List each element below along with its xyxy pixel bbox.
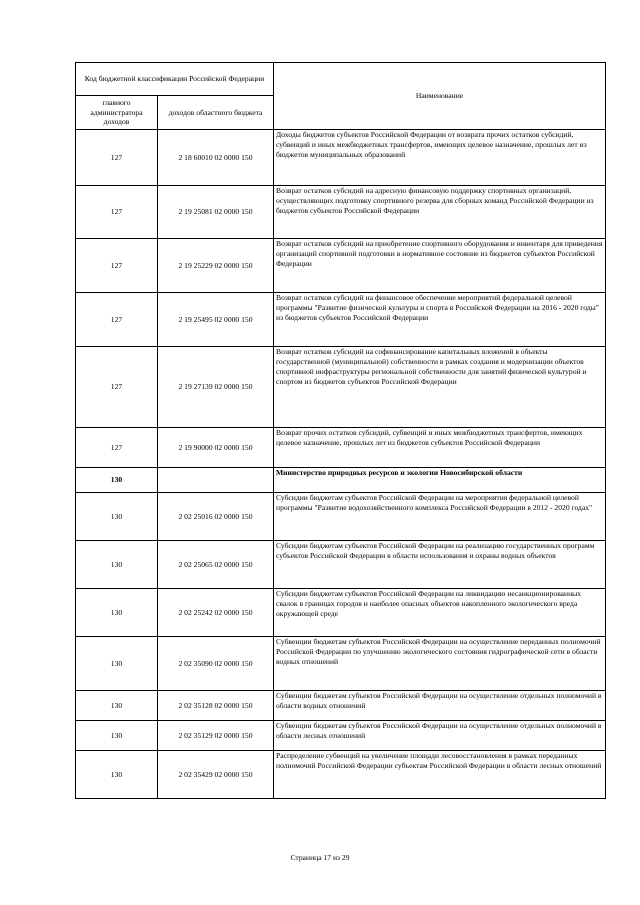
- table-row: [76, 691, 606, 721]
- table-row: [76, 468, 606, 493]
- admin-cell: 127: [76, 239, 158, 293]
- code-cell: 2 19 25495 02 0000 150: [158, 293, 274, 347]
- admin-cell: 130: [76, 721, 158, 751]
- name-cell: Возврат остатков субсидий на адресную финансовую поддержку спортивных организаций, осуществляющих подготовку спортивного резерва для сборных команд Российской Федерации из бюджетов субъектов Российской Федерации: [274, 186, 606, 239]
- code-cell: 2 02 25065 02 0000 150: [158, 541, 274, 589]
- table-row: [76, 347, 606, 428]
- code-cell: 2 19 25229 02 0000 150: [158, 239, 274, 293]
- code-cell: 2 02 35129 02 0000 150: [158, 721, 274, 751]
- admin-cell: 127: [76, 428, 158, 468]
- page-footer: Страница 17 из 29: [290, 853, 350, 862]
- admin-cell: 130: [76, 589, 158, 637]
- code-cell: 2 19 27139 02 0000 150: [158, 347, 274, 428]
- header-classification-group: Код бюджетной классификации Российской Федерации: [76, 63, 274, 96]
- table-body: [76, 130, 606, 799]
- budget-classification-table: [75, 62, 606, 799]
- table-row: [76, 428, 606, 468]
- name-cell: Министерство природных ресурсов и экологии Новосибирской области: [274, 468, 606, 493]
- name-cell: Субсидии бюджетам субъектов Российской Федерации на ликвидацию несанкционированных свалок в границах городов и наиболее опасных объектов накопленного экологического вреда окружающей среде: [274, 589, 606, 637]
- table-row: [76, 493, 606, 541]
- code-cell: 2 18 60010 02 0000 150: [158, 130, 274, 186]
- admin-cell: 130: [76, 691, 158, 721]
- admin-cell: 130: [76, 751, 158, 799]
- name-cell: Возврат остатков субсидий на софинансирование капитальных вложений в объекты государственной (муниципальной) собственности в рамках создания и модернизации объектов спортивной инфраструктуры региональной собственности для занятий физической культурой и спортом из бюджетов субъектов Российской Федерации: [274, 347, 606, 428]
- code-cell: 2 02 35429 02 0000 150: [158, 751, 274, 799]
- code-cell: 2 19 25081 02 0000 150: [158, 186, 274, 239]
- code-cell: 2 02 35128 02 0000 150: [158, 691, 274, 721]
- code-cell: 2 02 25242 02 0000 150: [158, 589, 274, 637]
- name-cell: Возврат прочих остатков субсидий, субвенций и иных межбюджетных трансфертов, имеющих целевое назначение, прошлых лет из бюджетов субъектов Российской Федерации: [274, 428, 606, 468]
- header-admin: главного администратора доходов: [76, 96, 158, 130]
- header-name: Наименование: [274, 63, 606, 130]
- name-cell: Субсидии бюджетам субъектов Российской Федерации на мероприятия федеральной целевой программы "Развитие водохозяйственного комплекса Российской Федерации в 2012 - 2020 годах": [274, 493, 606, 541]
- table-row: [76, 751, 606, 799]
- admin-cell: 127: [76, 130, 158, 186]
- table-row: [76, 541, 606, 589]
- code-cell: [158, 468, 274, 493]
- admin-cell: 130: [76, 468, 158, 493]
- name-cell: Возврат остатков субсидий на финансовое обеспечение мероприятий федеральной целевой программы "Развитие физической культуры и спорта в Российской Федерации на 2016 - 2020 годы" из бюджетов субъектов Российской Федерации: [274, 293, 606, 347]
- admin-cell: 127: [76, 186, 158, 239]
- code-cell: 2 19 90000 02 0000 150: [158, 428, 274, 468]
- table-row: [76, 589, 606, 637]
- admin-cell: 130: [76, 493, 158, 541]
- name-cell: Субсидии бюджетам субъектов Российской Федерации на реализацию государственных программ субъектов Российской Федерации в области использования и охраны водных объектов: [274, 541, 606, 589]
- table-row: [76, 293, 606, 347]
- name-cell: Субвенции бюджетам субъектов Российской Федерации на осуществление переданных полномочий Российской Федерации по улучшению экологического состояния гидрографической сети в области водных отношений: [274, 637, 606, 691]
- name-cell: Доходы бюджетов субъектов Российской Федерации от возврата прочих остатков субсидий, субвенций и иных межбюджетных трансфертов, имеющих целевое назначение, прошлых лет из бюджетов муниципальных образований: [274, 130, 606, 186]
- name-cell: Распределение субвенций на увеличение площади лесовосстановления в рамках переданных полномочий Российской Федерации субъектам Российской Федерации в области лесных отношений: [274, 751, 606, 799]
- admin-cell: 127: [76, 293, 158, 347]
- code-cell: 2 02 25016 02 0000 150: [158, 493, 274, 541]
- admin-cell: 127: [76, 347, 158, 428]
- table-row: [76, 637, 606, 691]
- name-cell: Возврат остатков субсидий на приобретение спортивного оборудования и инвентаря для приведения организаций спортивной подготовки в нормативное состояние из бюджетов субъектов Российской Федерации: [274, 239, 606, 293]
- name-cell: Субвенции бюджетам субъектов Российской Федерации на осуществление отдельных полномочий в области лесных отношений: [274, 721, 606, 751]
- code-cell: 2 02 35090 02 0000 150: [158, 637, 274, 691]
- admin-cell: 130: [76, 637, 158, 691]
- table-row: [76, 130, 606, 186]
- admin-cell: 130: [76, 541, 158, 589]
- name-cell: Субвенции бюджетам субъектов Российской Федерации на осуществление отдельных полномочий в области водных отношений: [274, 691, 606, 721]
- table-row: [76, 239, 606, 293]
- table-row: [76, 186, 606, 239]
- table-row: [76, 721, 606, 751]
- header-code: доходов областного бюджета: [158, 96, 274, 130]
